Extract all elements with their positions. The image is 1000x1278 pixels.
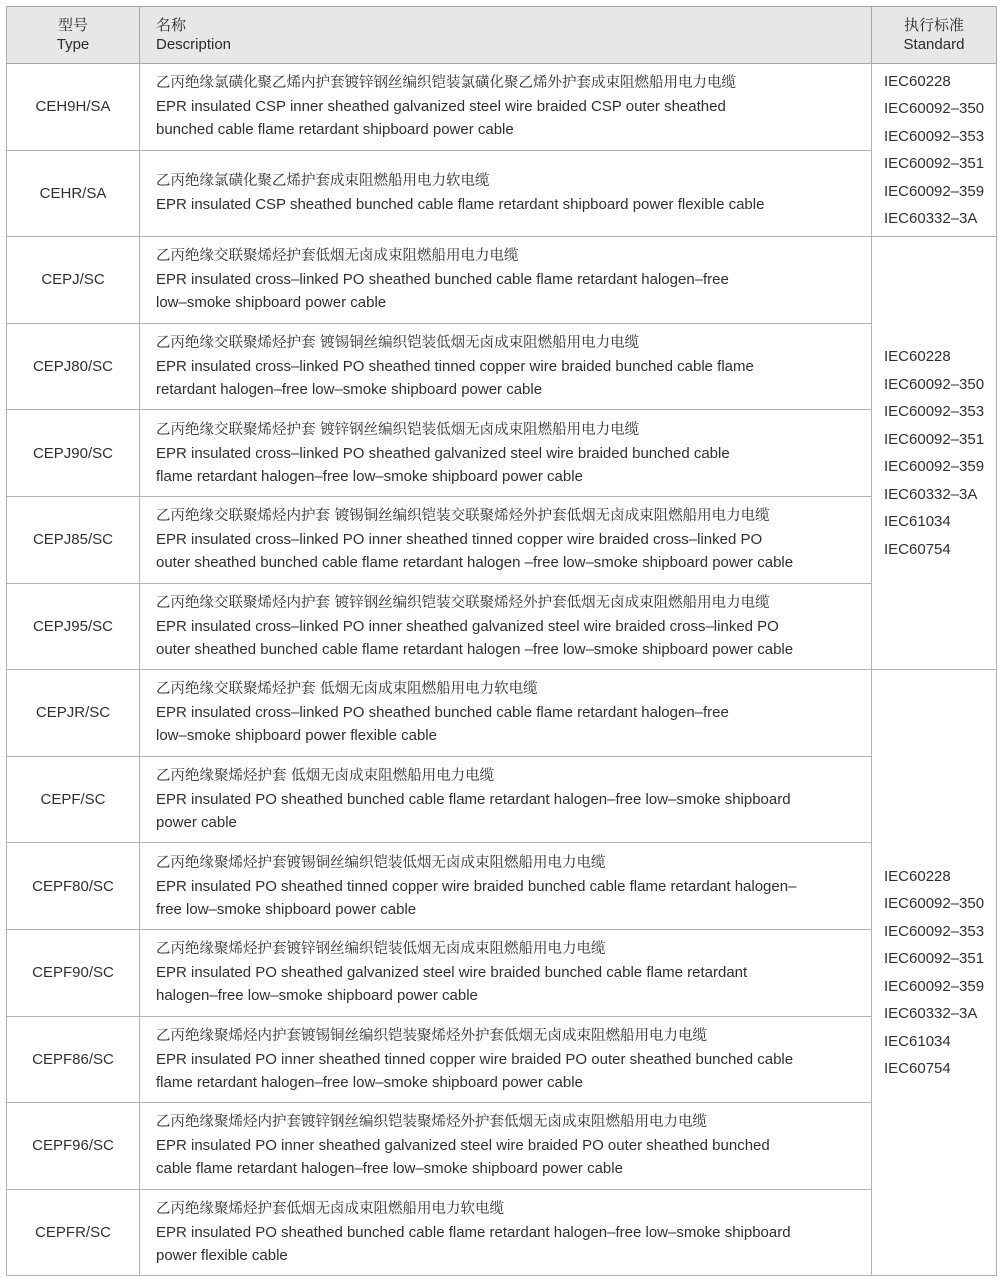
description-en-line-1: EPR insulated cross–linked PO sheathed bunched cable flame retardant halogen–free: [156, 271, 729, 289]
cable-type: CEPF90/SC: [7, 929, 140, 1016]
description-en-line-1: EPR insulated CSP inner sheathed galvanized steel wire braided CSP outer sheathed: [156, 98, 726, 116]
description-en-line-2: power flexible cable: [156, 1247, 288, 1265]
table-row: [7, 670, 997, 757]
cable-description: [140, 670, 872, 757]
description-en-line-2: outer sheathed bunched cable flame retardant halogen –free low–smoke shipboard power cable: [156, 554, 794, 572]
cable-description: [140, 1016, 872, 1103]
table-row: [7, 237, 997, 324]
cable-description: [140, 64, 872, 151]
cable-description: [140, 410, 872, 497]
standard-item: IEC60092–351: [884, 950, 985, 968]
cable-type: CEPJ80/SC: [7, 323, 140, 410]
cable-description: [140, 323, 872, 410]
description-en-line-1: EPR insulated PO inner sheathed tinned copper wire braided PO outer sheathed bunched cable: [156, 1050, 794, 1068]
description-en-line-2: bunched cable flame retardant shipboard power cable: [156, 121, 514, 139]
table-row: [7, 756, 997, 843]
description-en-line-1: EPR insulated PO inner sheathed galvanized steel wire braided PO outer sheathed bunched: [156, 1137, 770, 1155]
description-zh: 乙丙绝缘聚烯烃护套镀锌钢丝编织铠装低烟无卤成束阻燃船用电力电缆: [156, 941, 606, 958]
description-zh: 乙丙绝缘交联聚烯烃护套低烟无卤成束阻燃船用电力电缆: [156, 248, 519, 265]
description-en-line-2: flame retardant halogen–free low–smoke shipboard power cable: [156, 1073, 583, 1091]
description-en-line-1: EPR insulated PO sheathed galvanized steel wire braided bunched cable flame retardant: [156, 964, 748, 982]
standard-item: IEC60092–353: [884, 922, 985, 940]
table-body: [7, 64, 997, 1276]
standard-column-header: [872, 7, 997, 64]
description-zh: 乙丙绝缘聚烯烃护套 低烟无卤成束阻燃船用电力电缆: [156, 768, 495, 785]
cable-description: [140, 496, 872, 583]
standard-item: IEC60092–351: [884, 155, 985, 173]
cable-type: CEPJ90/SC: [7, 410, 140, 497]
cable-description: [140, 237, 872, 324]
standards-group-2: [872, 237, 997, 670]
description-zh: 乙丙绝缘氯磺化聚乙烯护套成束阻燃船用电力软电缆: [156, 173, 490, 190]
description-en-line-2: free low–smoke shipboard power cable: [156, 900, 417, 918]
standard-item: IEC60332–3A: [884, 210, 978, 228]
type-header-zh: 型号: [57, 17, 88, 34]
table-row: [7, 1189, 997, 1276]
standard-item: IEC60092–350: [884, 895, 985, 913]
cable-description: [140, 150, 872, 237]
description-zh: 乙丙绝缘聚烯烃护套镀锡铜丝编织铠装低烟无卤成束阻燃船用电力电缆: [156, 854, 606, 871]
cable-type: CEPF96/SC: [7, 1103, 140, 1190]
table-row: [7, 843, 997, 930]
cable-description: [140, 843, 872, 930]
standard-item: IEC60092–350: [884, 100, 985, 118]
cable-type: CEH9H/SA: [7, 64, 140, 151]
description-column-header: [140, 7, 872, 64]
cable-description: [140, 1103, 872, 1190]
description-zh: 乙丙绝缘交联聚烯烃内护套 镀锌钢丝编织铠装交联聚烯烃外护套低烟无卤成束阻燃船用电力电缆: [156, 594, 770, 611]
cable-description: [140, 756, 872, 843]
description-en-line-2: cable flame retardant halogen–free low–smoke shipboard power cable: [156, 1160, 623, 1178]
table-row: [7, 583, 997, 670]
spec-table-container: [6, 6, 996, 1276]
description-en-line-1: EPR insulated cross–linked PO sheathed bunched cable flame retardant halogen–free: [156, 704, 729, 722]
table-row: [7, 150, 997, 237]
description-en-line-1: EPR insulated CSP sheathed bunched cable flame retardant shipboard power flexible cable: [156, 196, 765, 214]
standard-item: IEC60092–359: [884, 977, 985, 995]
cable-type: CEPF86/SC: [7, 1016, 140, 1103]
standard-item: IEC61034: [884, 513, 951, 531]
cable-type: CEHR/SA: [7, 150, 140, 237]
description-en-line-1: EPR insulated PO sheathed tinned copper wire braided bunched cable flame retardant halogen–: [156, 877, 797, 895]
standard-item: IEC60332–3A: [884, 485, 978, 503]
table-row: [7, 323, 997, 410]
standard-item: IEC60092–351: [884, 430, 985, 448]
standard-item: IEC60092–359: [884, 458, 985, 476]
cable-type: CEPFR/SC: [7, 1189, 140, 1276]
description-en-line-1: EPR insulated cross–linked PO sheathed tinned copper wire braided bunched cable flame: [156, 358, 754, 376]
description-zh: 乙丙绝缘氯磺化聚乙烯内护套镀锌钢丝编织铠装氯磺化聚乙烯外护套成束阻燃船用电力电缆: [156, 75, 736, 92]
standard-item: IEC60228: [884, 72, 951, 90]
description-en-line-1: EPR insulated PO sheathed bunched cable flame retardant halogen–free low–smoke shipboard: [156, 791, 791, 809]
description-en-line-2: power cable: [156, 814, 237, 832]
standard-header-zh: 执行标准: [903, 17, 964, 34]
description-en-line-2: halogen–free low–smoke shipboard power cable: [156, 987, 478, 1005]
type-header-en: Type: [56, 36, 90, 53]
cable-type: CEPF80/SC: [7, 843, 140, 930]
description-en-line-1: EPR insulated cross–linked PO inner sheathed tinned copper wire braided cross–linked PO: [156, 531, 763, 549]
standard-item: IEC60754: [884, 1060, 951, 1078]
description-zh: 乙丙绝缘聚烯烃内护套镀锡铜丝编织铠装聚烯烃外护套低烟无卤成束阻燃船用电力电缆: [156, 1027, 707, 1044]
description-en-line-2: outer sheathed bunched cable flame retardant halogen –free low–smoke shipboard power cable: [156, 640, 794, 658]
description-header-zh: 名称: [156, 17, 187, 34]
standards-group-1: [872, 64, 997, 237]
cable-type: CEPJ95/SC: [7, 583, 140, 670]
standards-group-3: [872, 670, 997, 1276]
table-row: [7, 64, 997, 151]
description-header-en: Description: [156, 36, 232, 53]
description-zh: 乙丙绝缘交联聚烯烃护套 镀锌钢丝编织铠装低烟无卤成束阻燃船用电力电缆: [156, 421, 640, 438]
description-en-line-1: EPR insulated PO sheathed bunched cable flame retardant halogen–free low–smoke shipboard: [156, 1224, 791, 1242]
table-row: [7, 1016, 997, 1103]
description-en-line-2: low–smoke shipboard power flexible cable: [156, 727, 437, 745]
description-en-line-1: EPR insulated cross–linked PO inner sheathed galvanized steel wire braided cross–linked PO: [156, 617, 779, 635]
description-zh: 乙丙绝缘聚烯烃内护套镀锌钢丝编织铠装聚烯烃外护套低烟无卤成束阻燃船用电力电缆: [156, 1114, 707, 1131]
cable-type: CEPJ85/SC: [7, 496, 140, 583]
standard-item: IEC60092–359: [884, 182, 985, 200]
cable-type: CEPJ/SC: [7, 237, 140, 324]
standard-item: IEC60092–353: [884, 127, 985, 145]
standard-item: IEC60228: [884, 867, 951, 885]
description-zh: 乙丙绝缘交联聚烯烃护套 镀锡铜丝编织铠装低烟无卤成束阻燃船用电力电缆: [156, 335, 640, 352]
table-header-row: [7, 7, 997, 64]
cable-spec-table: [6, 6, 997, 1276]
description-en-line-1: EPR insulated cross–linked PO sheathed galvanized steel wire braided bunched cable: [156, 444, 730, 462]
table-row: [7, 1103, 997, 1190]
standard-item: IEC60228: [884, 348, 951, 366]
cable-description: [140, 1189, 872, 1276]
standard-item: IEC61034: [884, 1032, 951, 1050]
description-zh: 乙丙绝缘交联聚烯烃护套 低烟无卤成束阻燃船用电力软电缆: [156, 681, 538, 698]
description-zh: 乙丙绝缘聚烯烃护套低烟无卤成束阻燃船用电力软电缆: [156, 1201, 504, 1218]
table-row: [7, 496, 997, 583]
description-en-line-2: retardant halogen–free low–smoke shipboard power cable: [156, 381, 543, 399]
description-en-line-2: flame retardant halogen–free low–smoke shipboard power cable: [156, 467, 583, 485]
table-row: [7, 410, 997, 497]
standard-item: IEC60754: [884, 540, 951, 558]
standard-header-en: Standard: [903, 36, 965, 53]
standard-item: IEC60332–3A: [884, 1005, 978, 1023]
standard-item: IEC60092–353: [884, 403, 985, 421]
type-column-header: [7, 7, 140, 64]
cable-description: [140, 583, 872, 670]
cable-type: CEPJR/SC: [7, 670, 140, 757]
description-en-line-2: low–smoke shipboard power cable: [156, 294, 387, 312]
standard-item: IEC60092–350: [884, 375, 985, 393]
cable-description: [140, 929, 872, 1016]
cable-type: CEPF/SC: [7, 756, 140, 843]
table-row: [7, 929, 997, 1016]
description-zh: 乙丙绝缘交联聚烯烃内护套 镀锡铜丝编织铠装交联聚烯烃外护套低烟无卤成束阻燃船用电力电缆: [156, 508, 770, 525]
